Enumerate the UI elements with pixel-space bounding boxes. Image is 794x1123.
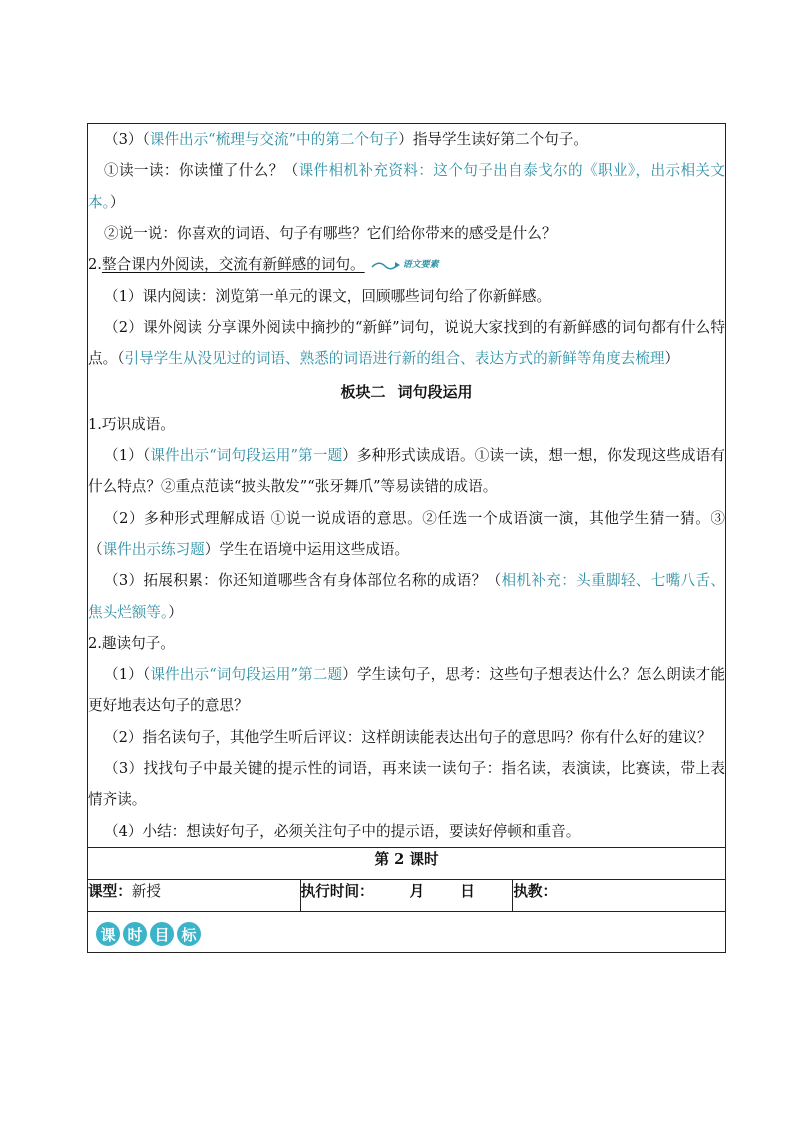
lesson-title: 第 2 课时 (88, 847, 726, 879)
read-step: ①读一读：你读懂了什么？（课件相机补充资料：这个句子出自泰戈尔的《职业》，出示相关文本。） (88, 162, 725, 211)
in-class-reading: （1）课内阅读：浏览第一单元的课文，回顾哪些词句给了你新鲜感。 (104, 287, 552, 305)
section-heading: 板块二 词句段运用 (340, 382, 473, 401)
item-2: 2.整合课内外阅读，交流有新鲜感的词句。 语文要素 (88, 249, 725, 281)
lesson-goal-cell (88, 911, 726, 952)
language-element-badge: 语文要素 (371, 250, 439, 281)
activity-cell (88, 124, 726, 848)
idiom-step-2: （2）多种形式理解成语 ①说一说成语的意思。②任选一个成语演一演，其他学生猜一猜。③（课件出示练习题）学生在语境中运用这些成语。 (88, 509, 725, 558)
teacher-cell: 执教： (513, 879, 726, 911)
execution-time-cell: 执行时间： 月 日 (300, 879, 513, 911)
step-3: （3）（课件出示“梳理与交流”中的第二个句子）指导学生读好第二个句子。 (104, 131, 588, 148)
lesson-plan-sheet (87, 123, 726, 953)
idiom-step-1: （1）（课件出示“词句段运用”第一题）多种形式读成语。①读一读，想一想，你发现这些成语有什么特点？②重点范读“披头散发”“张牙舞爪”等易读错的成语。 (88, 447, 725, 496)
idiom-title: 1.巧识成语。 (88, 415, 175, 433)
out-class-reading: （2）课外阅读 分享课外阅读中摘抄的“新鲜”词句，说说大家找到的有新鲜感的词句都有什么特点。（引导学生从没见过的词语、熟悉的词语进行新的组合、表达方式的新鲜等角度去梳理） (88, 319, 725, 368)
sentence-step-3: （3）找找句子中最关键的提示性的词语，再来读一读句子：指名读，表演读，比赛读，带上表情齐读。 (88, 759, 725, 809)
lesson-type-cell: 课型：新授 (88, 879, 301, 911)
say-step: ②说一说：你喜欢的词语、句子有哪些？它们给你带来的感受是什么？ (104, 224, 557, 242)
arrow-icon (371, 260, 401, 270)
lesson-goal-badge: 课 时 目 标 (96, 922, 201, 946)
idiom-step-3: （3）拓展积累：你还知道哪些含有身体部位名称的成语？（相机补充：头重脚轻、七嘴八舌、焦头烂额等。） (88, 572, 725, 621)
sentence-step-2: （2）指名读句子，其他学生听后评议：这样朗读能表达出句子的意思吗？你有什么好的建议？ (104, 728, 712, 746)
sentence-step-4: （4）小结：想读好句子，必须关注句子中的提示语，要读好停顿和重音。 (104, 822, 581, 840)
sentence-title: 2.趣读句子。 (88, 634, 175, 652)
sentence-step-1: （1）（课件出示“词句段运用”第二题）学生读句子，思考：这些句子想表达什么？怎么朗读才能更好地表达句子的意思？ (88, 666, 725, 715)
lesson-plan-table (87, 123, 726, 953)
